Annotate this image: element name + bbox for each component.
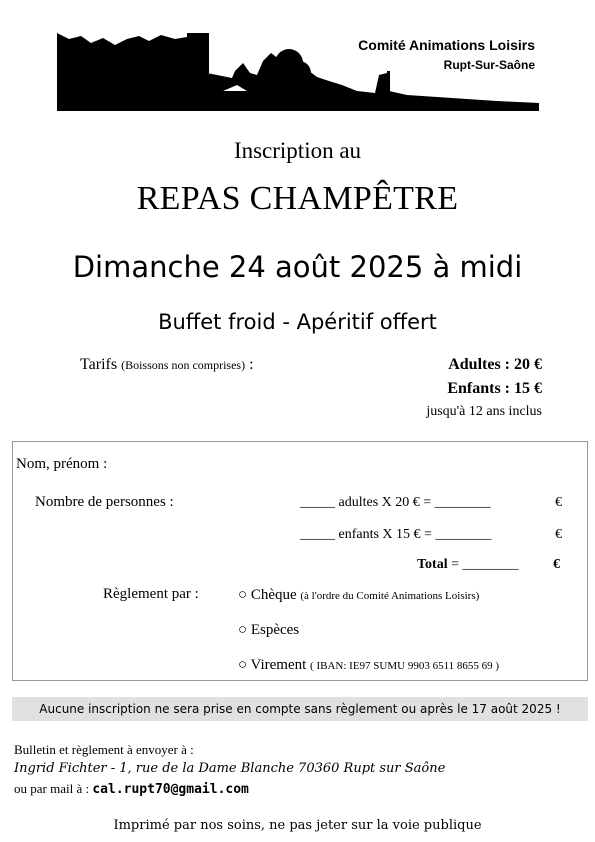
child-label: Enfants — [447, 380, 501, 397]
payment-option-label: Chèque — [250, 587, 297, 603]
total-line[interactable] — [417, 557, 519, 573]
event-date: Dimanche 24 août 2025 à midi — [72, 250, 523, 284]
payment-option-label: Virement — [250, 657, 307, 673]
radio-circle-icon[interactable]: ○ — [238, 657, 248, 673]
payment-label: Règlement par : — [103, 586, 199, 602]
payment-option-note: (à l'ordre du Comité Animations Loisirs) — [300, 590, 480, 602]
organization-name: Comité Animations Loisirs — [358, 37, 535, 53]
total-euro: € — [553, 557, 560, 572]
persons-label: Nombre de personnes : — [35, 494, 174, 510]
payment-option-label: Espèces — [250, 622, 300, 638]
payment-option-transfer[interactable] — [238, 657, 499, 674]
title-line-1: Inscription au — [233, 138, 362, 163]
payment-option-note: ( IBAN: IE97 SUMU 9903 6511 8655 69 ) — [310, 660, 500, 672]
children-euro: € — [555, 527, 562, 542]
event-subtitle: Buffet froid - Apéritif offert — [158, 310, 437, 334]
adults-calc-line[interactable]: _____ adultes X 20 € = ________ — [300, 495, 491, 510]
age-note: jusqu'à 12 ans inclus — [426, 404, 542, 419]
deadline-notice: Aucune inscription ne sera prise en compte sans règlement ou après le 17 août 2025 ! — [12, 697, 588, 721]
adult-price — [448, 356, 542, 374]
adult-price-value: : 20 € — [504, 356, 542, 373]
postal-address: Ingrid Fichter - 1, rue de la Dame Blanche 70360 Rupt sur Saône — [14, 761, 446, 776]
name-field-label: Nom, prénom : — [16, 456, 108, 472]
payment-option-cheque[interactable] — [238, 587, 479, 604]
send-to-label: Bulletin et règlement à envoyer à : — [14, 742, 194, 757]
print-disclaimer: Imprimé par nos soins, ne pas jeter sur la voie publique — [113, 818, 482, 833]
adult-label: Adultes — [448, 356, 501, 373]
organization-town: Rupt-Sur-Saône — [443, 58, 535, 72]
radio-circle-icon[interactable]: ○ — [238, 587, 248, 603]
children-calc-line[interactable]: _____ enfants X 15 € = ________ — [300, 527, 492, 542]
tarifs-title: Tarifs — [80, 356, 118, 373]
child-price-value: : 15 € — [504, 380, 542, 397]
payment-option-cash[interactable] — [238, 622, 299, 639]
mail-prefix: ou par mail à : — [14, 781, 90, 796]
mail-line — [14, 781, 249, 797]
tarifs-label — [80, 356, 254, 374]
adults-euro: € — [555, 495, 562, 510]
contact-email[interactable]: cal.rupt70@gmail.com — [92, 782, 249, 797]
total-blank: = ________ — [447, 557, 519, 572]
tarifs-colon: : — [249, 356, 254, 373]
radio-circle-icon[interactable]: ○ — [238, 622, 248, 638]
child-price — [447, 380, 542, 398]
event-title: REPAS CHAMPÊTRE — [136, 180, 459, 217]
tarifs-note: (Boissons non comprises) — [121, 358, 246, 372]
total-label: Total — [417, 557, 448, 572]
